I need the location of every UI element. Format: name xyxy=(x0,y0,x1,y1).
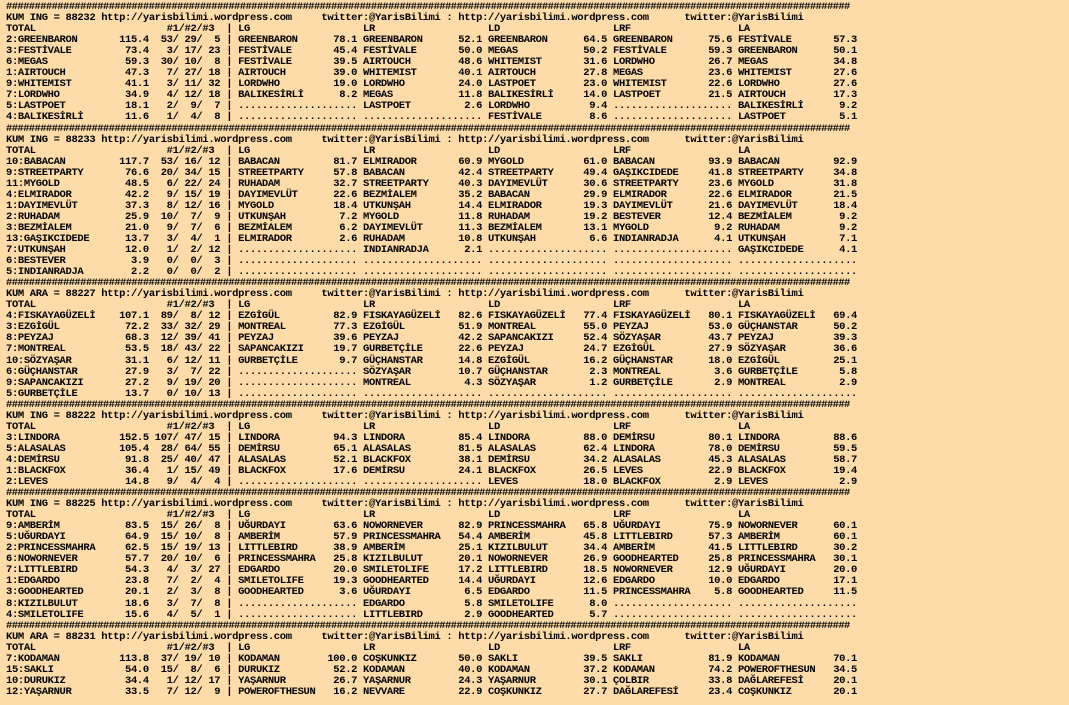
column-header: TOTAL #1/#2/#3 | LG LR LD LRF LA xyxy=(6,23,750,36)
data-row: 4:DEMİRSU 91.8 25/ 40/ 47 | ALASALAS 52.1 BLACKFOX 38.1 DEMİRSU 34.2 ALASALAS 45.3 ALASALAS 58.7 xyxy=(6,453,857,466)
separator-line: #################################################################################################################################################### xyxy=(6,277,850,290)
column-header: TOTAL #1/#2/#3 | LG LR LD LRF LA xyxy=(6,509,750,522)
data-row: 10:DURUKIZ 34.4 1/ 12/ 17 | YAŞARNUR 26.7 YAŞARNUR 24.3 YAŞARNUR 30.1 ÇOLBIR 33.8 DAĞLAREFESİ 20.1 xyxy=(6,674,857,687)
data-row: 8:KIZILBULUT 18.6 3/ 7/ 8 | .................... EDGARDO 5.8 SMILETOLIFE 8.0 .................... .................... xyxy=(6,597,857,610)
data-row: 5:ALASALAS 105.4 28/ 64/ 55 | DEMİRSU 65.1 ALASALAS 81.5 ALASALAS 62.4 LINDORA 78.0 DEMİRSU 59.5 xyxy=(6,442,857,455)
data-row: 8:PEYZAJ 68.3 12/ 39/ 41 | PEYZAJ 39.6 PEYZAJ 42.2 SAPANCAKIZI 52.4 SÖZYAŞAR 43.7 PEYZAJ 39.3 xyxy=(6,332,857,345)
data-row: 5:LASTPOET 18.1 2/ 9/ 7 | .................... LASTPOET 2.6 LORDWHO 9.4 .................... BALIKESİRLİ 9.2 xyxy=(6,100,857,113)
data-row: 6:BESTEVER 3.9 0/ 0/ 3 | .................... .................... .................... .................... .................... xyxy=(6,255,857,268)
data-row: 10:BABACAN 117.7 53/ 16/ 12 | BABACAN 81.7 ELMIRADOR 60.9 MYGOLD 61.0 BABACAN 93.9 BABACAN 92.9 xyxy=(6,155,857,168)
data-row: 13:GAŞIKCIDEDE 13.7 3/ 4/ 1 | ELMIRADOR 2.6 RUHADAM 10.8 UTKUNŞAH 6.6 INDIANRADJA 4.1 UTKUNŞAH 7.1 xyxy=(6,232,857,245)
data-row: 3:GOODHEARTED 20.1 2/ 3/ 8 | GOODHEARTED 3.6 UĞURDAYI 6.5 EDGARDO 11.5 PRINCESSMAHRA 5.8 GOODHEARTED 11.5 xyxy=(6,586,857,599)
data-row: 7:LITTLEBIRD 54.3 4/ 3/ 27 | EDGARDO 20.0 SMILETOLIFE 17.2 LITTLEBIRD 18.5 NOWORNEVER 12.9 UĞURDAYI 20.0 xyxy=(6,564,857,577)
data-row: 1:DAYIMEVLÜT 37.3 8/ 12/ 16 | MYGOLD 18.4 UTKUNŞAH 14.4 ELMIRADOR 19.3 DAYIMEVLÜT 21.6 DAYIMEVLÜT 18.4 xyxy=(6,199,857,212)
data-row: 9:WHITEMIST 41.1 3/ 11/ 32 | LORDWHO 19.0 LORDWHO 24.0 LASTPOET 23.0 WHITEMIST 22.6 LORDWHO 27.6 xyxy=(6,78,857,91)
data-row: 7:LORDWHO 34.9 4/ 12/ 18 | BALIKESİRLİ 8.2 MEGAS 11.8 BALIKESİRLİ 14.0 LASTPOET 21.5 AIRTOUCH 17.3 xyxy=(6,89,857,102)
column-header: TOTAL #1/#2/#3 | LG LR LD LRF LA xyxy=(6,641,750,654)
separator-line: #################################################################################################################################################### xyxy=(6,619,850,632)
race-header: KUM ING = 88232 http://yarisbilimi.wordpress.com twitter:@YarisBilimi : http://yarisbilimi.wordpress.com twitter:@YarisBilimi xyxy=(6,12,804,25)
data-row: 7:KODAMAN 113.8 37/ 19/ 10 | KODAMAN 100.0 COŞKUNKIZ 50.0 SAKLI 39.5 SAKLI 81.9 KODAMAN 70.1 xyxy=(6,652,857,665)
data-row: 9:SAPANCAKIZI 27.2 9/ 19/ 20 | .................... MONTREAL 4.3 SÖZYAŞAR 1.2 GURBETÇİLE 2.9 MONTREAL 2.9 xyxy=(6,376,857,389)
data-row: 15:SAKLI 54.0 15/ 8/ 6 | DURUKIZ 52.2 KODAMAN 40.0 KODAMAN 37.2 KODAMAN 74.2 POWEROFTHESUN 34.5 xyxy=(6,663,857,676)
column-header: TOTAL #1/#2/#3 | LG LR LD LRF LA xyxy=(6,299,750,312)
data-row: 6:MEGAS 59.3 30/ 10/ 8 | FESTİVALE 39.5 AIRTOUCH 48.6 WHITEMIST 31.6 LORDWHO 26.7 MEGAS 34.8 xyxy=(6,56,857,69)
race-header: KUM ARA = 88227 http://yarisbilimi.wordpress.com twitter:@YarisBilimi : http://yarisbilimi.wordpress.com twitter:@YarisBilimi xyxy=(6,288,804,301)
column-header: TOTAL #1/#2/#3 | LG LR LD LRF LA xyxy=(6,144,750,157)
data-row: 2:GREENBARON 115.4 53/ 29/ 5 | GREENBARON 78.1 GREENBARON 52.1 GREENBARON 64.5 GREENBARON 75.6 FESTİVALE 57.3 xyxy=(6,34,857,47)
column-header: TOTAL #1/#2/#3 | LG LR LD LRF LA xyxy=(6,420,750,433)
data-row: 5:INDIANRADJA 2.2 0/ 0/ 2 | .................... .................... .................... .................... .................... xyxy=(6,266,857,279)
data-row: 2:PRINCESSMAHRA 62.5 15/ 19/ 13 | LITTLEBIRD 38.9 AMBERİM 25.1 KIZILBULUT 34.4 AMBERİM 41.5 LITTLEBIRD 30.2 xyxy=(6,542,857,555)
data-row: 2:RUHADAM 25.9 10/ 7/ 9 | UTKUNŞAH 7.2 MYGOLD 11.8 RUHADAM 19.2 BESTEVER 12.4 BEZMİALEM 9.2 xyxy=(6,210,857,223)
race-header: KUM ING = 88225 http://yarisbilimi.wordpress.com twitter:@YarisBilimi : http://yarisbilimi.wordpress.com twitter:@YarisBilimi xyxy=(6,498,804,511)
data-row: 2:LEVES 14.8 9/ 4/ 4 | .................... .................... LEVES 18.0 BLACKFOX 2.9 LEVES 2.9 xyxy=(6,476,857,489)
data-row: 1:BLACKFOX 36.4 1/ 15/ 49 | BLACKFOX 17.6 DEMİRSU 24.1 BLACKFOX 26.5 LEVES 22.9 BLACKFOX 19.4 xyxy=(6,464,857,477)
data-row: 4:SMILETOLIFE 15.6 4/ 5/ 1 | .................... LITTLEBIRD 2.9 GOODHEARTED 5.7 .................... .................... xyxy=(6,608,857,621)
data-row: 12:YAŞARNUR 33.5 7/ 12/ 9 | POWEROFTHESUN 16.2 NEVVARE 22.9 COŞKUNKIZ 27.7 DAĞLAREFESİ 23.4 COŞKUNKIZ 20.1 xyxy=(6,685,857,698)
data-row: 3:FESTİVALE 73.4 3/ 17/ 23 | FESTİVALE 45.4 FESTİVALE 50.0 MEGAS 50.2 FESTİVALE 59.3 GREENBARON 50.1 xyxy=(6,45,857,58)
separator-line: #################################################################################################################################################### xyxy=(6,398,850,411)
data-row: 3:BEZMİALEM 21.0 9/ 7/ 6 | BEZMİALEM 6.2 DAYIMEVLÜT 11.3 BEZMİALEM 13.1 MYGOLD 9.2 RUHADAM 9.2 xyxy=(6,221,857,234)
data-row: 5:GURBETÇİLE 13.7 0/ 10/ 13 | .................... .................... .................... .................... .................... xyxy=(6,387,857,400)
data-row: 1:AIRTOUCH 47.3 7/ 27/ 18 | AIRTOUCH 39.0 WHITEMIST 40.1 AIRTOUCH 27.8 MEGAS 23.6 WHITEMIST 27.6 xyxy=(6,67,857,80)
data-row: 7:UTKUNŞAH 12.0 1/ 2/ 12 | .................... INDIANRADJA 2.1 .................... .................... GAŞIKCIDEDE 4.1 xyxy=(6,244,857,257)
data-row: 11:MYGOLD 48.5 6/ 22/ 24 | RUHADAM 32.7 STREETPARTY 40.3 DAYIMEVLÜT 30.6 STREETPARTY 23.6 MYGOLD 31.8 xyxy=(6,177,857,190)
data-row: 6:NOWORNEVER 57.7 20/ 10/ 6 | PRINCESSMAHRA 25.8 KIZILBULUT 20.1 NOWORNEVER 26.9 GOODHEARTED 25.8 PRINCESSMAHRA 30.1 xyxy=(6,553,857,566)
data-row: 3:LINDORA 152.5 107/ 47/ 15 | LINDORA 94.3 LINDORA 85.4 LINDORA 88.0 DEMİRSU 80.1 LINDORA 88.6 xyxy=(6,431,857,444)
data-row: 4:BALIKESİRLİ 11.6 1/ 4/ 8 | .................... .................... FESTİVALE 8.6 .................... LASTPOET 5.1 xyxy=(6,111,857,124)
data-row: 3:EZGİGÜL 72.2 33/ 32/ 29 | MONTREAL 77.3 EZGİGÜL 51.9 MONTREAL 55.0 PEYZAJ 53.0 GÜÇHANSTAR 50.2 xyxy=(6,321,857,334)
data-row: 1:EDGARDO 23.8 7/ 2/ 4 | SMILETOLIFE 19.3 GOODHEARTED 14.4 UĞURDAYI 12.6 EDGARDO 10.0 EDGARDO 17.1 xyxy=(6,575,857,588)
data-row: 5:UĞURDAYI 64.9 15/ 10/ 8 | AMBERİM 57.9 PRINCESSMAHRA 54.4 AMBERİM 45.8 LITTLEBIRD 57.3 AMBERİM 60.1 xyxy=(6,531,857,544)
data-row: 4:ELMIRADOR 42.2 9/ 15/ 19 | DAYIMEVLÜT 22.6 BEZMİALEM 35.2 BABACAN 29.9 ELMIRADOR 22.6 ELMIRADOR 21.5 xyxy=(6,188,857,201)
separator-line: #################################################################################################################################################### xyxy=(6,487,850,500)
separator-line: #################################################################################################################################################### xyxy=(6,122,850,135)
data-row: 10:SÖZYAŞAR 31.1 6/ 12/ 11 | GURBETÇİLE 9.7 GÜÇHANSTAR 14.8 EZGİGÜL 16.2 GÜÇHANSTAR 18.0 EZGİGÜL 25.1 xyxy=(6,354,857,367)
data-row: 9:AMBERİM 83.5 15/ 26/ 8 | UĞURDAYI 63.6 NOWORNEVER 82.9 PRINCESSMAHRA 65.8 UĞURDAYI 75.9 NOWORNEVER 60.1 xyxy=(6,520,857,533)
data-row: 6:GÜÇHANSTAR 27.9 3/ 7/ 22 | .................... SÖZYAŞAR 10.7 GÜÇHANSTAR 2.3 MONTREAL 3.6 GURBETÇİLE 5.8 xyxy=(6,365,857,378)
data-row: 9:STREETPARTY 76.6 20/ 34/ 15 | STREETPARTY 57.8 BABACAN 42.4 STREETPARTY 49.4 GAŞIKCIDEDE 41.8 STREETPARTY 34.8 xyxy=(6,166,857,179)
data-row: 7:MONTREAL 53.5 18/ 43/ 22 | SAPANCAKIZI 19.7 GURBETÇİLE 22.6 PEYZAJ 24.7 EZGİGÜL 27.9 SÖZYAŞAR 36.6 xyxy=(6,343,857,356)
race-header: KUM ING = 88222 http://yarisbilimi.wordpress.com twitter:@YarisBilimi : http://yarisbilimi.wordpress.com twitter:@YarisBilimi xyxy=(6,409,804,422)
separator-line: #################################################################################################################################################### xyxy=(6,1,850,13)
race-header: KUM ARA = 88231 http://yarisbilimi.wordpress.com twitter:@YarisBilimi : http://yarisbilimi.wordpress.com twitter:@YarisBilimi xyxy=(6,630,804,643)
data-row: 4:FISKAYAGÜZELİ 107.1 89/ 8/ 12 | EZGİGÜL 82.9 FISKAYAGÜZELİ 82.6 FISKAYAGÜZELİ 77.4 FISKAYAGÜZELİ 80.1 FISKAYAGÜZELİ 69.4 xyxy=(6,310,857,323)
race-header: KUM ING = 88233 http://yarisbilimi.wordpress.com twitter:@YarisBilimi : http://yarisbilimi.wordpress.com twitter:@YarisBilimi xyxy=(6,133,804,146)
